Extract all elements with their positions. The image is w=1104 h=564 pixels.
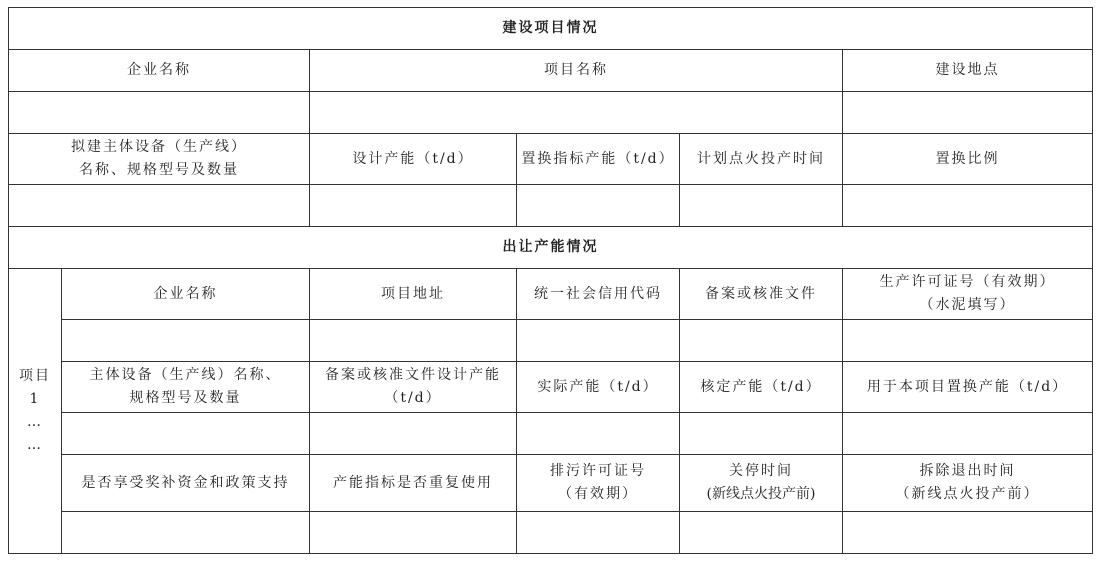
input-cell-design-capacity[interactable] [310, 185, 517, 227]
header-transfer-enterprise-name: 企业名称 [62, 269, 310, 320]
input-cell-replacement-ratio[interactable] [843, 185, 1093, 227]
header-text-line: 关停时间 [729, 463, 793, 479]
input-cell-filing-design-capacity[interactable] [310, 413, 517, 455]
input-cell-planned-ignition-time[interactable] [680, 185, 843, 227]
header-planned-ignition-time: 计划点火投产时间 [680, 134, 843, 185]
header-text-line: 主体设备（生产线）名称、 [89, 367, 282, 383]
section-title-transferred-capacity: 出让产能情况 [9, 227, 1093, 269]
header-approved-capacity: 核定产能（t/d） [680, 362, 843, 413]
header-project-name: 项目名称 [310, 50, 843, 92]
header-actual-capacity: 实际产能（t/d） [517, 362, 680, 413]
input-cell-capacity-for-replacement[interactable] [843, 413, 1093, 455]
input-cell-project-name[interactable] [310, 92, 843, 134]
capacity-replacement-form [8, 7, 1093, 554]
header-text-line: （水泥填写） [919, 297, 1016, 313]
input-cell-project-address[interactable] [310, 320, 517, 362]
side-label-line: … [27, 437, 43, 453]
header-filing-design-capacity [310, 362, 517, 413]
input-cell-shutdown-time[interactable] [680, 512, 843, 554]
header-text-line: (新线点火投产前) [706, 486, 816, 502]
header-demolition-time [843, 455, 1093, 512]
header-text-line: 拟建主体设备（生产线） [71, 139, 247, 155]
header-capacity-for-replacement: 用于本项目置换产能（t/d） [843, 362, 1093, 413]
header-production-license [843, 269, 1093, 320]
input-cell-planned-main-equipment[interactable] [9, 185, 310, 227]
section-title-construction-project: 建设项目情况 [9, 8, 1093, 50]
header-construction-site: 建设地点 [843, 50, 1093, 92]
input-cell-quota-reuse[interactable] [310, 512, 517, 554]
header-filing-document: 备案或核准文件 [680, 269, 843, 320]
input-cell-credit-code[interactable] [517, 320, 680, 362]
header-subsidy-support: 是否享受奖补资金和政策支持 [62, 455, 310, 512]
header-enterprise-name: 企业名称 [9, 50, 310, 92]
header-quota-reuse: 产能指标是否重复使用 [310, 455, 517, 512]
input-cell-approved-capacity[interactable] [680, 413, 843, 455]
header-project-address: 项目地址 [310, 269, 517, 320]
header-text-line: （有效期） [558, 486, 638, 502]
input-cell-enterprise-name[interactable] [9, 92, 310, 134]
input-cell-construction-site[interactable] [843, 92, 1093, 134]
input-cell-actual-capacity[interactable] [517, 413, 680, 455]
input-cell-replacement-quota-capacity[interactable] [517, 185, 680, 227]
header-replacement-quota-capacity: 置换指标产能（t/d） [517, 134, 680, 185]
input-cell-filing-document[interactable] [680, 320, 843, 362]
project-side-label [9, 269, 62, 554]
input-cell-pollutant-permit[interactable] [517, 512, 680, 554]
input-cell-transfer-enterprise-name[interactable] [62, 320, 310, 362]
header-shutdown-time [680, 455, 843, 512]
header-text-line: 排污许可证号 [550, 463, 646, 479]
header-credit-code: 统一社会信用代码 [517, 269, 680, 320]
header-text-line: 生产许可证号（有效期） [879, 274, 1056, 290]
header-text-line: 规格型号及数量 [129, 390, 242, 406]
input-cell-production-license[interactable] [843, 320, 1093, 362]
header-design-capacity: 设计产能（t/d） [310, 134, 517, 185]
header-pollutant-permit [517, 455, 680, 512]
input-cell-main-equipment[interactable] [62, 413, 310, 455]
header-replacement-ratio: 置换比例 [843, 134, 1093, 185]
side-label-line: 项目 1 [19, 368, 51, 407]
input-cell-subsidy-support[interactable] [62, 512, 310, 554]
header-text-line: 名称、规格型号及数量 [79, 162, 239, 178]
header-text-line: （t/d） [384, 390, 442, 406]
header-text-line: 拆除退出时间 [919, 463, 1016, 479]
input-cell-demolition-time[interactable] [843, 512, 1093, 554]
side-label-line: … [27, 414, 43, 430]
header-planned-main-equipment [9, 134, 310, 185]
header-text-line: 备案或核准文件设计产能 [325, 367, 501, 383]
header-text-line: （新线点火投产前） [895, 486, 1040, 502]
header-main-equipment [62, 362, 310, 413]
